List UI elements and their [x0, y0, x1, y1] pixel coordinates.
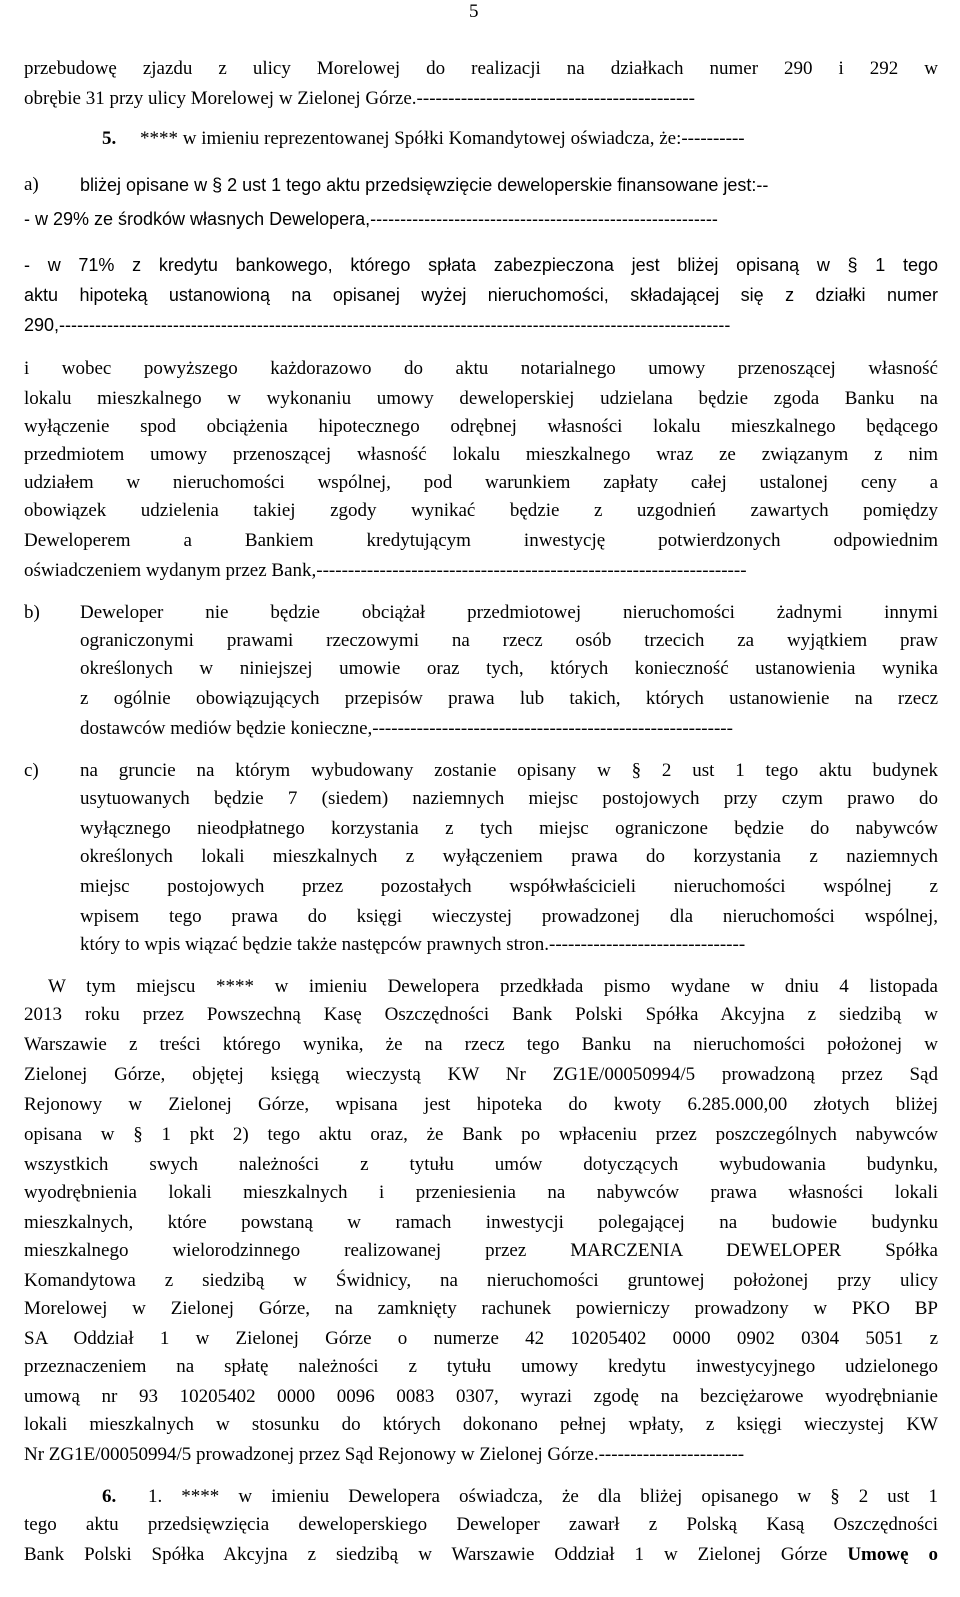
section-6-line: 1. **** w imieniu Dewelopera oświadcza, że dla bliżej opisanego w § 2 ust 1 — [148, 1486, 938, 1507]
bank-paragraph-line: przeznaczeniem na spłatę należności z tytułu umowy kredytu inwestycyjnego udzielonego — [24, 1356, 938, 1377]
item-a-line: - w 29% ze środków własnych Dewelopera,---------------------------------------------------------- — [24, 209, 718, 229]
item-c-line: na gruncie na którym wybudowany zostanie opisany w § 2 ust 1 tego aktu budynek — [80, 760, 938, 781]
section-6-bold-text: Umowę o — [847, 1544, 938, 1565]
text-line: przebudowę zjazdu z ulicy Morelowej do realizacji na działkach numer 290 i 292 w — [24, 58, 938, 79]
bank-paragraph-line: lokali mieszkalnych w stosunku do których dokonano pełnej wpłaty, z księgi wieczystej KW — [24, 1414, 938, 1435]
bank-paragraph-line: umową nr 93 10205402 0000 0096 0083 0307, wyrazi zgodę na bezciężarowe wyodrębnianie — [24, 1386, 938, 1407]
section-5-number: 5. — [102, 128, 117, 149]
section-6-line — [24, 1540, 938, 1570]
section-6-line-text: Bank Polski Spółka Akcyjna z siedzibą w Warszawie Oddział 1 w Zielonej Górze — [24, 1544, 828, 1565]
item-c-line: określonych lokali mieszkalnych z wyłączeniem prawa do korzystania z naziemnych — [80, 846, 938, 867]
bank-paragraph-line: Nr ZG1E/00050994/5 prowadzonej przez Sąd Rejonowy w Zielonej Górze.----------------------- — [24, 1444, 745, 1465]
item-c-line: miejsc postojowych przez pozostałych współwłaścicieli nieruchomości wspólnej z — [80, 876, 938, 897]
item-b-line: dostawców mediów będzie konieczne,--------------------------------------------------------- — [80, 718, 733, 739]
item-a-para2-line: - w 71% z kredytu bankowego, którego spłata zabezpieczona jest bliżej opisaną w § 1 tego — [24, 255, 938, 275]
item-a-para3-line: wyłączenie spod obciążenia hipotecznego odrębnej własności lokalu mieszkalnego będącego — [24, 416, 938, 437]
bank-paragraph-line: Warszawie z treści którego wynika, że na rzecz tego Banku na nieruchomości położonej w — [24, 1034, 938, 1055]
item-b-label: b) — [24, 602, 40, 623]
section-5-heading: **** w imieniu reprezentowanej Spółki Komandytowej oświadcza, że:---------- — [140, 128, 745, 149]
bank-paragraph-line: Komandytowa z siedzibą w Świdnicy, na nieruchomości gruntowej położonej przy ulicy — [24, 1270, 938, 1291]
item-c-line: wpisem tego prawa do księgi wieczystej prowadzonej dla nieruchomości wspólnej, — [80, 906, 938, 927]
item-b-line: Deweloper nie będzie obciążał przedmiotowej nieruchomości żadnymi innymi — [80, 602, 938, 623]
page-number: 5 — [469, 1, 479, 22]
item-a-para3-line: Deweloperem a Bankiem kredytującym inwestycję potwierdzonych odpowiednim — [24, 530, 938, 551]
bank-paragraph-line: SA Oddział 1 w Zielonej Górze o numerze 42 10205402 0000 0902 0304 5051 z — [24, 1328, 938, 1349]
item-a-para3-line: i wobec powyższego każdorazowo do aktu notarialnego umowy przenoszącej własność — [24, 358, 938, 379]
bank-paragraph-line: Rejonowy w Zielonej Górze, wpisana jest hipoteka do kwoty 6.285.000,00 złotych bliżej — [24, 1094, 938, 1115]
text-line: obrębie 31 przy ulicy Morelowej w Zielonej Górze.-------------------------------------------- — [24, 88, 695, 109]
item-a-para3-line: udziałem w nieruchomości wspólnej, pod warunkiem zapłaty całej ustalonej ceny a — [24, 472, 938, 493]
section-6-number: 6. — [102, 1486, 117, 1507]
item-c-label: c) — [24, 760, 39, 781]
bank-paragraph-line: wyodrębnienia lokali mieszkalnych i przeniesienia na nabywców prawa własności lokali — [24, 1182, 938, 1203]
bank-paragraph-line: mieszkalnego wielorodzinnego realizowanej przez MARCZENIA DEWELOPER Spółka — [24, 1240, 938, 1261]
bank-paragraph-line: wszystkich swych należności z tytułu umów dotyczących wybudowania budynku, — [24, 1154, 938, 1175]
item-a-para3-line: lokalu mieszkalnego w wykonaniu umowy deweloperskiej udzielana będzie zgoda Banku na — [24, 388, 938, 409]
item-a-para2-line: 290,---------------------------------------------------------------------------------------------------------------- — [24, 315, 731, 335]
item-b-line: z ogólnie obowiązujących przepisów prawa lub takich, których ustanowienie na rzecz — [80, 688, 938, 709]
bank-paragraph-line: mieszkalnych, które powstaną w ramach inwestycji polegającej na budowie budynku — [24, 1212, 938, 1233]
item-a-label: a) — [24, 174, 39, 195]
item-a-para2-line: aktu hipoteką ustanowioną na opisanej wyżej nieruchomości, składającej się z działki numer — [24, 285, 938, 305]
section-6-line: tego aktu przedsięwzięcia deweloperskiego Deweloper zawarł z Polską Kasą Oszczędności — [24, 1514, 938, 1535]
item-c-line: który to wpis wiązać będzie także następców prawnych stron.------------------------------- — [80, 934, 746, 955]
item-a-para3-line: oświadczeniem wydanym przez Bank,-------------------------------------------------------------------- — [24, 560, 747, 581]
bank-paragraph-line: W tym miejscu **** w imieniu Dewelopera przedkłada pismo wydane w dniu 4 listopada — [48, 976, 938, 997]
item-b-line: określonych w niniejszej umowie oraz tych, których konieczność ustanowienia wynika — [80, 658, 938, 679]
item-a-para3-line: przedmiotem umowy przenoszącej własność lokalu mieszkalnego wraz ze związanym z nim — [24, 444, 938, 465]
bank-paragraph-line: 2013 roku przez Powszechną Kasę Oszczędności Bank Polski Spółka Akcyjna z siedzibą w — [24, 1004, 938, 1025]
item-a-para3-line: obowiązek udzielenia takiej zgody wynikać będzie z uzgodnień zawartych pomiędzy — [24, 500, 938, 521]
bank-paragraph-line: Morelowej w Zielonej Górze, na zamknięty rachunek powierniczy prowadzony w PKO BP — [24, 1298, 938, 1319]
bank-paragraph-line: Zielonej Górze, objętej księgą wieczystą KW Nr ZG1E/00050994/5 prowadzoną przez Sąd — [24, 1064, 938, 1085]
item-c-line: wyłącznego nieodpłatnego korzystania z tych miejsc ograniczone będzie do nabywców — [80, 818, 938, 839]
item-a-line: bliżej opisane w § 2 ust 1 tego aktu przedsięwzięcie deweloperskie finansowane jest:-- — [80, 175, 769, 195]
bank-paragraph-line: opisana w § 1 pkt 2) tego aktu oraz, że Bank po wpłaceniu przez poszczególnych nabywców — [24, 1124, 938, 1145]
item-c-line: usytuowanych będzie 7 (siedem) naziemnych miejsc postojowych przy czym prawo do — [80, 788, 938, 809]
item-b-line: ograniczonymi prawami rzeczowymi na rzecz osób trzecich za wyjątkiem praw — [80, 630, 938, 651]
